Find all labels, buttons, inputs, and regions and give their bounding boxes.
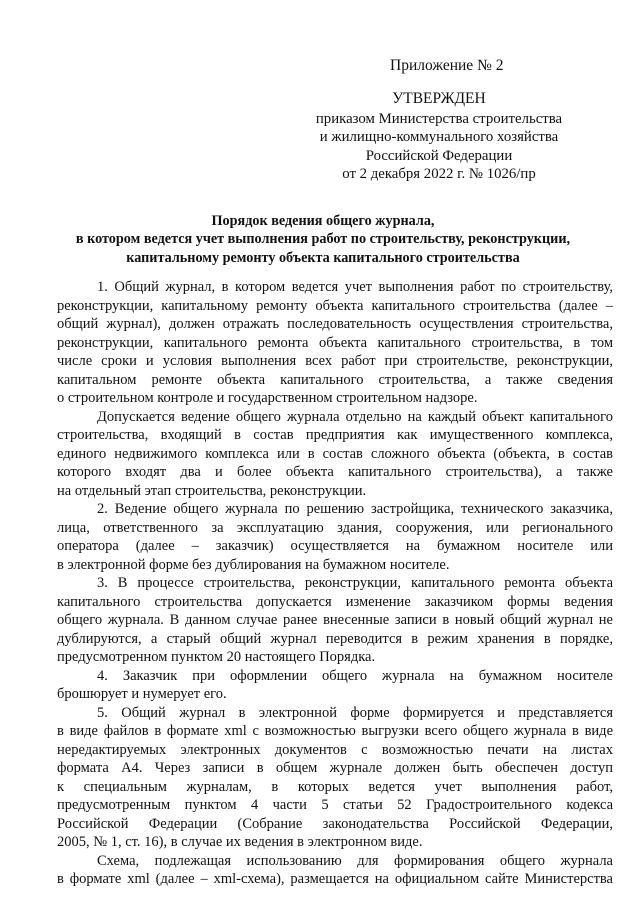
text-line: предусмотренным пунктом 4 части 5 статьи 52 Градостроительного кодекса — [57, 797, 613, 813]
text-line: Схема, подлежащая использованию для формирования общего журнала — [97, 852, 613, 869]
order-line: от 2 декабря 2022 г. № 1026/пр — [342, 166, 536, 183]
title-line: в котором ведется учет выполнения работ по строительству, реконструкции, — [75, 231, 571, 248]
text-line: единого недвижимого комплекса или в состав сложного объекта (объекта, в состав — [57, 445, 613, 462]
text-line: о строительном контроле и государственном строительном надзоре. — [57, 390, 478, 406]
appendix-label: Приложение № 2 — [390, 57, 504, 74]
paragraph-5-continued — [57, 852, 613, 889]
text-line: общего журнала. В данном случае ранее внесенные записи в новый общий журнал не — [57, 612, 613, 628]
text-line: дублируются, а старый общий журнал переводится в режим хранения в порядке, — [57, 630, 613, 647]
text-line: капитальном ремонте объекта капитального строительства, а также сведения — [57, 371, 613, 388]
text-line: лица, ответственного за эксплуатацию здания, сооружения, или регионального — [57, 519, 613, 536]
paragraph-2 — [57, 500, 613, 574]
text-line: 5. Общий журнал в электронной форме формируется и представляется — [97, 704, 613, 721]
text-line: реконструкции, капитальному ремонту объекта капитального строительства (далее – — [57, 297, 613, 314]
document-body — [57, 278, 613, 889]
text-line: строительства, входящий в состав предприятия как имущественного комплекса, — [57, 427, 613, 443]
document-title — [40, 212, 606, 267]
text-line: реконструкции, капитального ремонта объекта капитального строительства, в том — [57, 334, 613, 351]
text-line: числе сроки и условия выполнения всех работ при строительстве, реконструкции, — [57, 353, 613, 369]
text-line: Российской Федерации (Собрание законодательства Российской Федерации, — [57, 815, 613, 832]
text-line: 2. Ведение общего журнала по решению застройщика, технического заказчика, — [97, 501, 613, 517]
approval-block — [286, 90, 592, 184]
text-line: брошюрует и нумерует его. — [57, 686, 227, 702]
text-line: оператора (далее – заказчик) осуществляется на бумажном носителе или — [57, 538, 613, 554]
text-line: 4. Заказчик при оформлении общего журнала на бумажном носителе — [97, 667, 613, 684]
approved-heading: УТВЕРЖДЕН — [392, 90, 486, 107]
text-line: 3. В процессе строительства, реконструкции, капитального ремонта объекта — [97, 575, 613, 591]
text-line: общий журнал), должен отражать последовательность осуществления строительства, — [57, 316, 613, 332]
text-line: в формате xml (далее – xml-схема), размещается на официальном сайте Министерства — [57, 871, 613, 887]
text-line: к специальным журналам, в которых ведется учет выполнения работ, — [57, 778, 613, 795]
text-line: 1. Общий журнал, в котором ведется учет выполнения работ по строительству, — [97, 279, 613, 295]
text-line: нередактируемых электронных документов с возможностью печати на листах — [57, 741, 613, 758]
paragraph-1-continued — [57, 408, 613, 501]
text-line: которого входят два и более объекта капитального строительства), а также — [57, 464, 613, 480]
text-line: Допускается ведение общего журнала отдельно на каждый объект капитального — [97, 408, 613, 425]
text-line: формата А4. Через записи в общем журнале должен быть обеспечен доступ — [57, 760, 613, 776]
paragraph-3 — [57, 574, 613, 667]
order-line: приказом Министерства строительства — [315, 110, 563, 127]
text-line: в электронной форме без дублирования на бумажном носителе. — [57, 556, 450, 573]
title-line: Порядок ведения общего журнала, — [211, 213, 435, 229]
text-line: капитального строительства допускается изменение заказчиком формы ведения — [57, 593, 613, 610]
order-line: и жилищно-коммунального хозяйства — [319, 129, 559, 146]
paragraph-4 — [57, 667, 613, 704]
paragraph-1 — [57, 278, 613, 408]
paragraph-5 — [57, 704, 613, 852]
text-line: предусмотренном пунктом 20 настоящего Порядка. — [57, 649, 376, 665]
order-line: Российской Федерации — [365, 147, 513, 164]
text-line: в виде файлов в формате xml с возможностью выгрузки всего общего журнала в виде — [57, 723, 613, 739]
title-line: капитальному ремонту объекта капитального строительства — [126, 249, 520, 266]
text-line: на отдельный этап строительства, реконструкции. — [57, 482, 367, 499]
text-line: 2005, № 1, ст. 16), в случае их ведения в электронном виде. — [57, 834, 423, 850]
